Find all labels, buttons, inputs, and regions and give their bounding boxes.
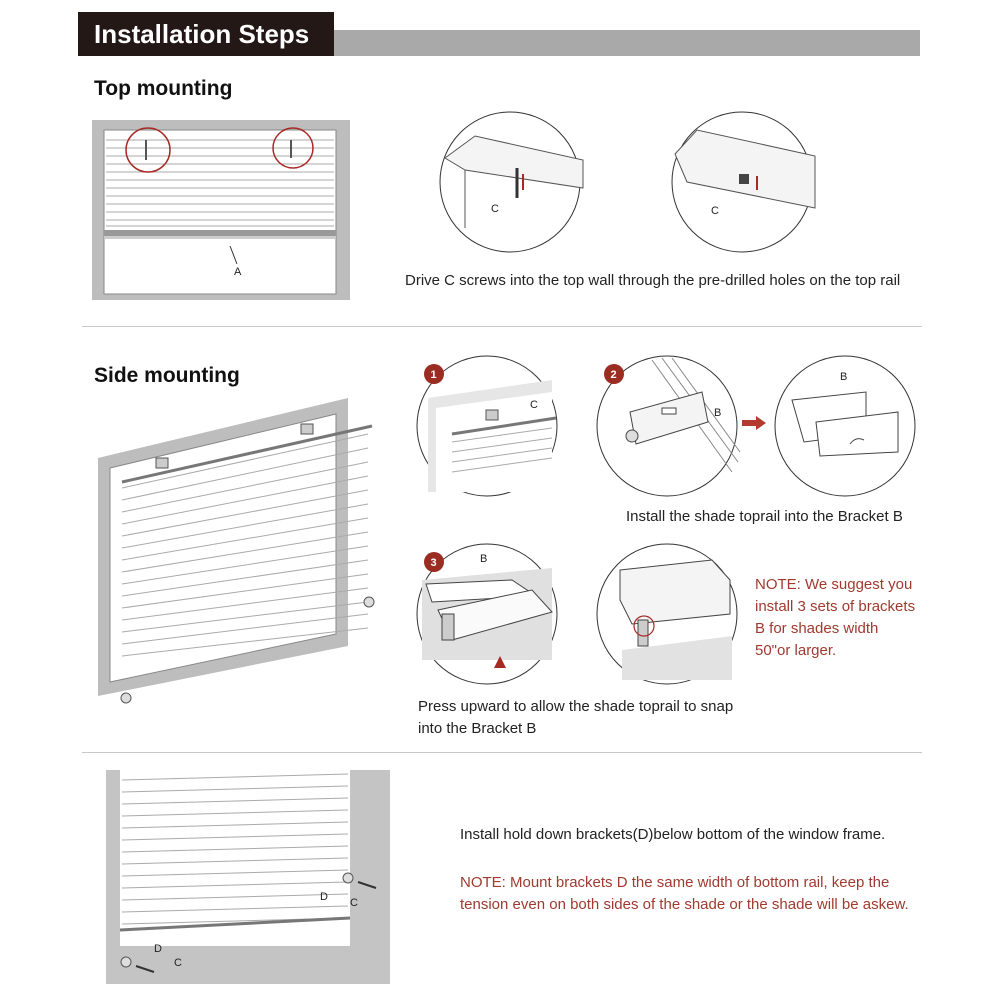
step-2-detail-illustration <box>770 352 920 500</box>
press-caption-line-2: into the Bracket B <box>418 720 537 737</box>
label-c-step-1: C <box>530 399 538 411</box>
side-mounting-note <box>755 574 915 662</box>
label-d-left: D <box>154 943 162 955</box>
label-c-left: C <box>174 957 182 969</box>
step-2-illustration <box>592 352 742 500</box>
header-bar <box>78 12 920 56</box>
divider-2 <box>82 752 922 753</box>
step-1-illustration <box>412 352 562 500</box>
label-b-step-3: B <box>480 553 488 565</box>
header-rule <box>334 30 920 56</box>
hold-down-illustration <box>106 770 392 986</box>
note-line: NOTE: We suggest you <box>755 576 913 593</box>
side-mounting-title: Side mounting <box>94 364 240 387</box>
header-title-block <box>78 12 334 56</box>
label-c-right: C <box>350 897 358 909</box>
step-3-number: 3 <box>430 557 437 569</box>
label-d-right: D <box>320 891 328 903</box>
label-a: A <box>234 266 242 278</box>
label-c-detail-2: C <box>711 205 719 217</box>
step-3-detail-illustration <box>592 540 742 688</box>
hold-down-caption: Install hold down brackets(D)below bottom of the window frame. <box>460 826 886 843</box>
step-2-number: 2 <box>610 369 617 381</box>
divider-1 <box>82 326 922 327</box>
arrow-icon <box>742 416 768 430</box>
bracket-caption: Install the shade toprail into the Bracket B <box>626 508 903 525</box>
step-1-number: 1 <box>430 369 437 381</box>
press-caption-line-1: Press upward to allow the shade toprail to snap <box>418 698 734 715</box>
note-line: install 3 sets of brackets <box>755 598 916 615</box>
top-mount-detail-1 <box>435 108 585 256</box>
press-caption <box>418 696 733 740</box>
top-mounting-caption: Drive C screws into the top wall through the pre-drilled holes on the top rail <box>405 272 901 289</box>
top-mount-detail-2 <box>667 108 817 256</box>
hold-down-note-line-2: tension even on both sides of the shade or the shade will be askew. <box>460 896 909 913</box>
step-3-illustration <box>412 540 562 688</box>
hold-down-note <box>460 872 909 916</box>
label-b-step-2-detail: B <box>840 371 848 383</box>
hold-down-note-line-1: NOTE: Mount brackets D the same width of bottom rail, keep the <box>460 874 890 891</box>
label-c-detail-1: C <box>491 203 499 215</box>
note-line: B for shades width <box>755 620 879 637</box>
top-mounting-title: Top mounting <box>94 77 233 100</box>
side-mount-window-illustration <box>96 396 386 706</box>
page-title: Installation Steps <box>94 19 310 49</box>
label-b-step-2: B <box>714 407 722 419</box>
note-line: 50"or larger. <box>755 642 837 659</box>
top-mount-window-illustration <box>90 118 352 302</box>
